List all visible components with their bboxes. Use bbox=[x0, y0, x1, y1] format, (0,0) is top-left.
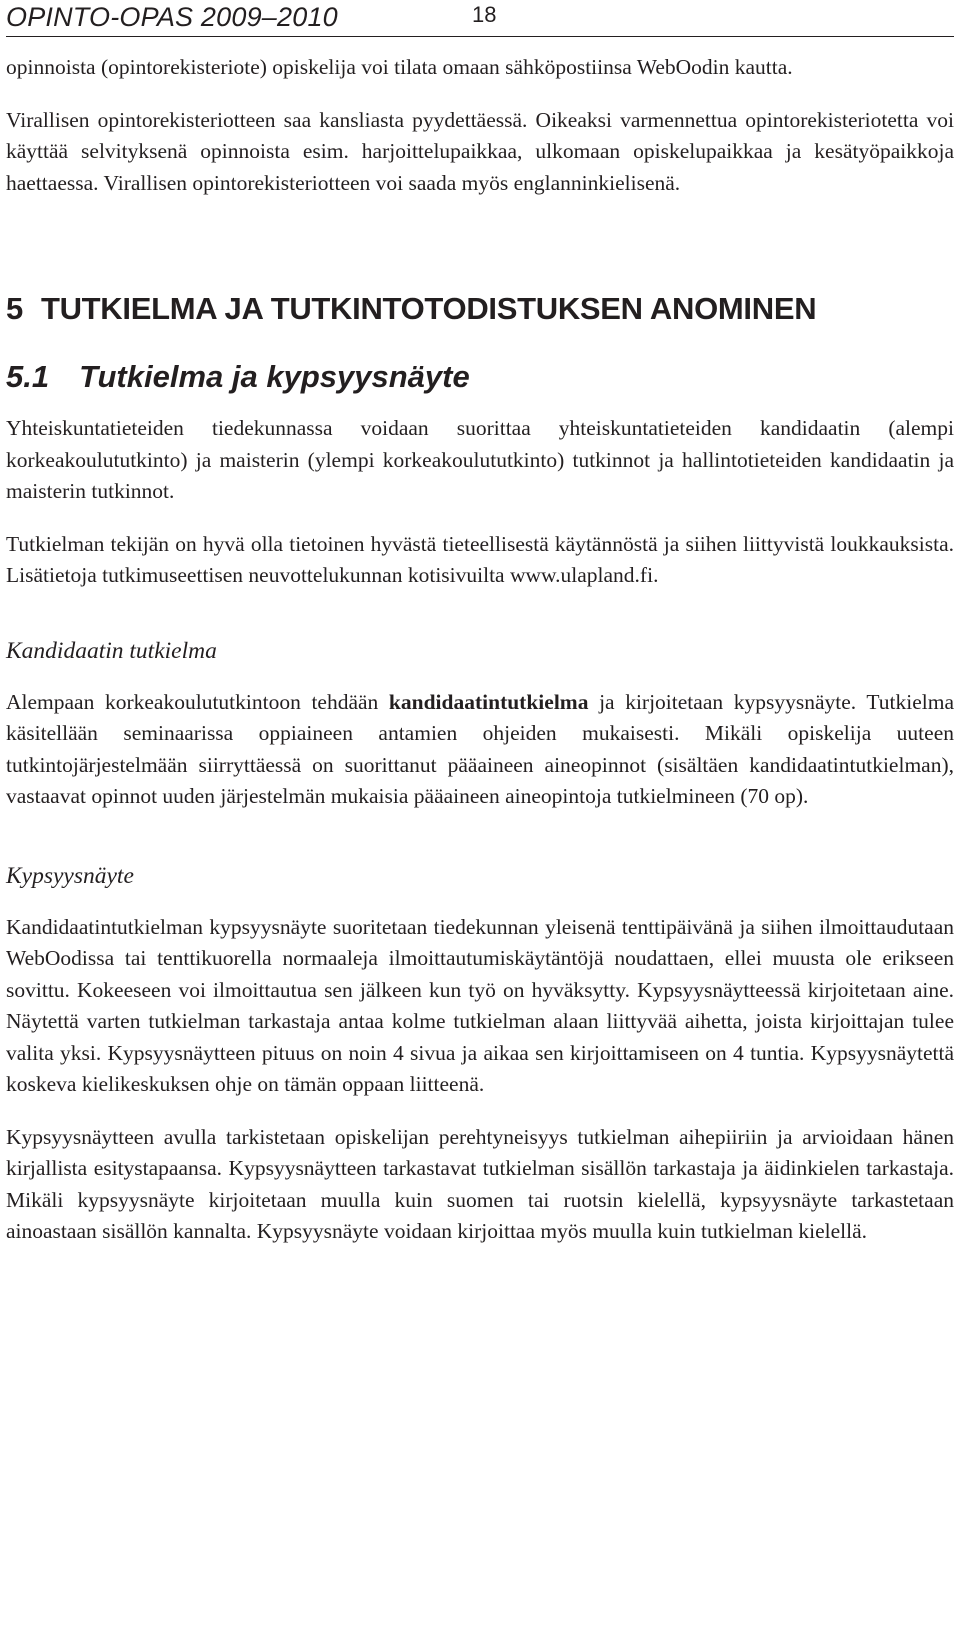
intro-paragraph-1: opinnoista (opintorekisteriote) opiskelija voi tilata omaan sähköpostiinsa WebOodin kautta. bbox=[6, 55, 793, 79]
kypsyysnayte-heading: Kypsyysnäyte bbox=[6, 862, 134, 889]
kandidaatin-text-start: Alempaan korkeakoulututkintoon tehdään bbox=[6, 689, 389, 714]
running-header bbox=[6, 0, 954, 37]
section-5-1-heading bbox=[6, 359, 954, 395]
kandidaatin-text-end: ja kirjoitetaan kypsyysnäyte. Tutkielma käsitellään seminaarissa oppiaineen antamien ohjeiden mukaisesti. Mikäli opiskelija uuteen tutkintojärjestelmään siirryttäessä on suorittanut pääaineen aineopinnot (sisältäen kandidaatintutkielman), vastaavat opinnot uuden järjestelmän mukaisia pääaineen aineopintoja tutkielmineen (70 op). bbox=[6, 689, 954, 808]
section-5-1-paragraph-1: Yhteiskuntatieteiden tiedekunnassa voidaan suorittaa yhteiskuntatieteiden kandidaatin (alempi korkeakoulututkinto) ja maisterin (ylempi korkeakoulututkinto) tutkinnot ja hallintotieteiden kandidaatin ja maisterin tutkinnot. bbox=[6, 416, 954, 503]
intro-paragraph-2: Virallisen opintorekisteriotteen saa kansliasta pyydettäessä. Oikeaksi varmennettua opintorekisteriotetta voi käyttää selvityksenä opinnoista esim. harjoittelupaikkaa, ulkomaan opiskelupaikkaa ja kesätyöpaikkoja haettaessa. Virallisen opintorekisteriotteen voi saada myös englanninkielisenä. bbox=[6, 107, 954, 195]
kandidaatin-heading: Kandidaatin tutkielma bbox=[6, 637, 217, 664]
kypsyysnayte-paragraph-2: Kypsyysnäytteen avulla tarkistetaan opiskelijan perehtyneisyys tutkielman aihepiiriin ja arvioidaan hänen kirjallista esitystapaansa. Kypsyysnäytteen tarkastavat tutkielman sisällön tarkastaja ja äidinkielen tarkastaja. Mikäli kypsyysnäyte kirjoitetaan muulla kuin suomen tai ruotsin kielellä, kypsyysnäyte tarkastetaan ainoastaan sisällön kannalta. Kypsyysnäyte voidaan kirjoittaa myös muulla kuin tutkielman kielellä. bbox=[6, 1124, 954, 1243]
section-5-1-paragraph-2: Tutkielman tekijän on hyvä olla tietoinen hyvästä tieteellisestä käytännöstä ja siihen liittyvistä loukkauksista. Lisätietoja tutkimuseettisen neuvottelukunnan kotisivuilta www.ulapland.fi. bbox=[6, 531, 954, 587]
header-title: OPINTO-OPAS 2009–2010 bbox=[6, 2, 338, 32]
kandidaatin-bold-term: kandidaatintutkielma bbox=[388, 689, 589, 714]
section-5-title: TUTKIELMA JA TUTKINTOTODISTUKSEN ANOMINEN bbox=[40, 291, 817, 326]
page-content bbox=[6, 52, 954, 1248]
section-5-number: 5 bbox=[6, 291, 23, 326]
section-5-heading bbox=[6, 291, 954, 327]
page-number: 18 bbox=[472, 2, 497, 27]
section-5-1-title: Tutkielma ja kypsyysnäyte bbox=[79, 359, 470, 394]
kandidaatin-paragraph bbox=[6, 687, 954, 813]
section-5-1-number: 5.1 bbox=[6, 359, 50, 394]
kypsyysnayte-paragraph-1: Kandidaatintutkielman kypsyysnäyte suoritetaan tiedekunnan yleisenä tenttipäivänä ja siihen ilmoittaudutaan WebOodissa tai tenttikuorella normaaleja ilmoittautumiskäytäntöjä noudattaen, ellei muusta ole erikseen sovittu. Kokeeseen voi ilmoittautua sen jälkeen kun työ on hyväksytty. Kypsyysnäytteessä kirjoitetaan aine. Näytettä varten tutkielman tarkastaja antaa kolme tutkielman alaan liittyvää aihetta, joista kirjoittajan tulee valita yksi. Kypsyysnäytteen pituus on noin 4 sivua ja aikaa sen kirjoittamiseen on 4 tuntia. Kypsyysnäytettä koskeva kielikeskuksen ohje on tämän oppaan liitteenä. bbox=[6, 914, 954, 1096]
